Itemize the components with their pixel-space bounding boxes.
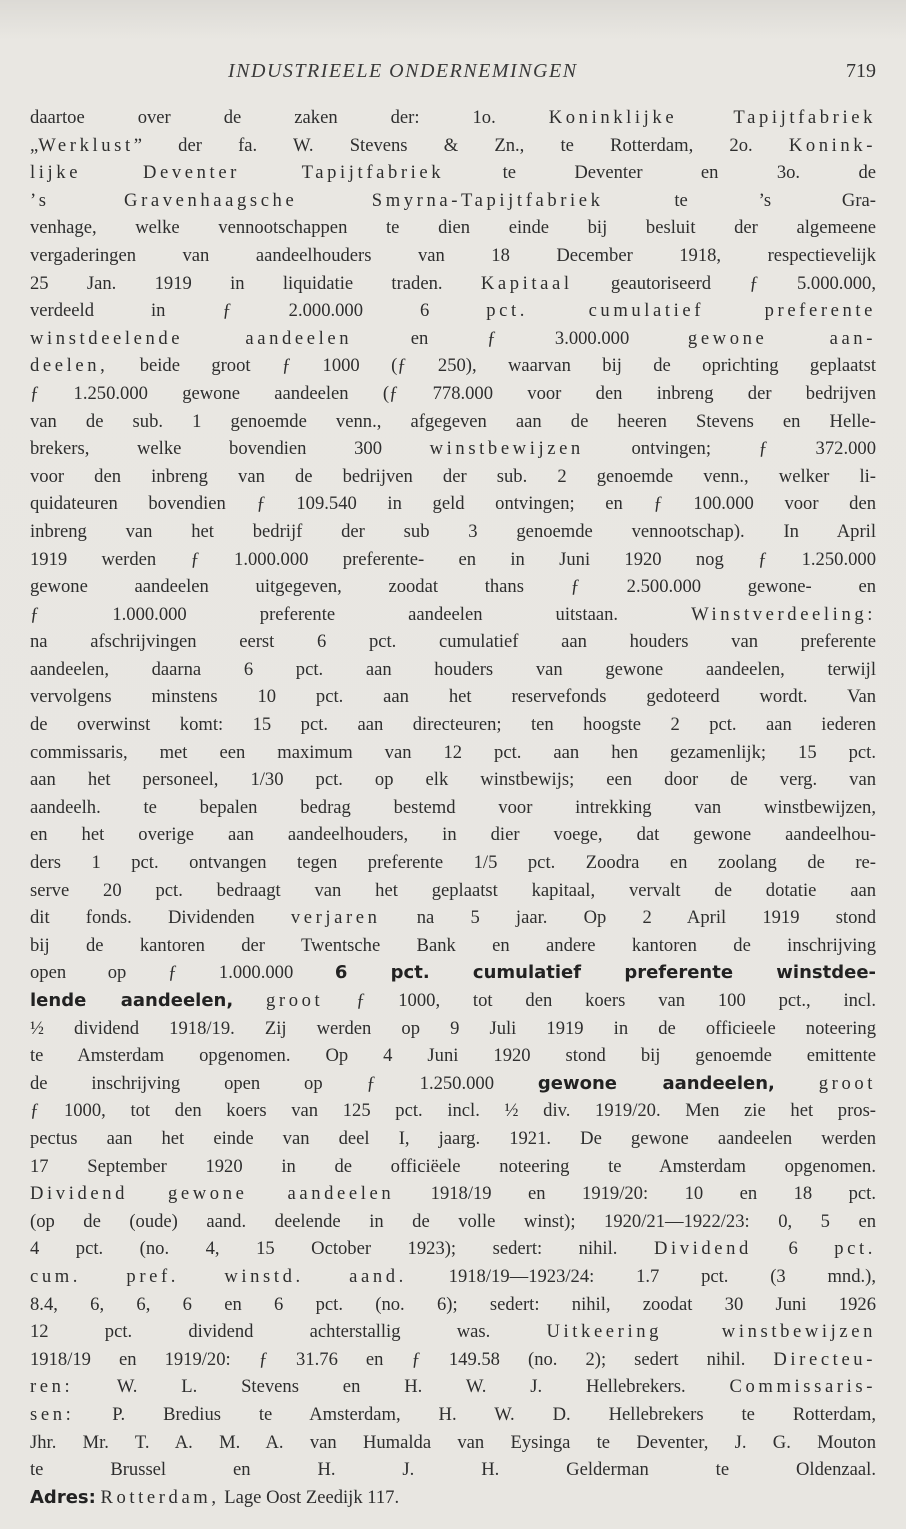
text-line — [30, 132, 876, 160]
spaced-text: cum. pref. winstd. aand. — [30, 1265, 407, 1287]
text-line — [30, 877, 876, 905]
text-run: ƒ 1000, tot den koers van 125 pct. incl. ½ div. 1919/20. Men zie het pros- — [30, 1100, 876, 1122]
spaced-text: Commissaris- — [729, 1376, 876, 1398]
text-run: serve 20 pct. bedraagt van het geplaatst kapitaal, vervalt de dotatie aan — [30, 879, 876, 901]
spaced-text: verjaren — [290, 907, 381, 929]
text-run: te Brussel en H. J. H. Gelderman te Oldenzaal. — [30, 1459, 876, 1481]
text-run: 25 Jan. 1919 in liquidatie traden. — [30, 272, 481, 294]
text-line — [30, 1208, 876, 1236]
text-run: (op de (oude) aand. deelende in de volle winst); 1920/21—1922/23: 0, 5 en — [30, 1210, 876, 1232]
spaced-text: lijke Deventer Tapijtfabriek — [30, 162, 445, 184]
text-line — [30, 711, 876, 739]
text-line — [30, 214, 876, 242]
text-run: na afschrijvingen eerst 6 pct. cumulatief aan houders van preferente — [30, 631, 876, 653]
text-line — [30, 683, 876, 711]
text-run: te ’s Gra- — [603, 189, 876, 211]
spaced-text: Directeu- — [773, 1348, 876, 1370]
text-line — [30, 601, 876, 629]
body-text — [30, 104, 876, 1511]
text-line — [30, 1097, 876, 1125]
text-line — [30, 1456, 876, 1484]
text-run — [775, 1073, 819, 1094]
text-line — [30, 518, 876, 546]
text-line — [30, 959, 876, 987]
spaced-text: Kapitaal — [480, 272, 573, 294]
text-run: na 5 jaar. Op 2 April 1919 stond — [380, 907, 876, 929]
text-line — [30, 794, 876, 822]
text-line — [30, 242, 876, 270]
spaced-text: pct. cumulatief preferente — [486, 300, 876, 322]
text-line — [30, 987, 876, 1015]
text-run: daartoe over de zaken der: 1o. — [30, 107, 549, 128]
text-line — [30, 849, 876, 877]
text-run: 1918/19 en 1919/20: 10 en 18 pct. — [394, 1183, 876, 1205]
text-run: ” der fa. W. Stevens & Zn., te Rotterdam, 2o. — [133, 134, 789, 156]
spaced-text: groot — [818, 1072, 876, 1094]
text-run: de inschrijving open op ƒ 1.250.000 — [30, 1072, 538, 1094]
text-line — [30, 187, 876, 215]
spaced-text: Uitkeering winstbewijzen — [546, 1321, 876, 1343]
text-line — [30, 766, 876, 794]
text-line — [30, 408, 876, 436]
text-run: aandeelh. te bepalen bedrag bestemd voor intrekking van winstbewijzen, — [30, 796, 876, 818]
spaced-text: gewone aan- — [687, 327, 876, 349]
text-run: ƒ 1000, tot den koers van 100 pct., incl. — [323, 990, 876, 1011]
text-line — [30, 435, 876, 463]
text-run: Lage Oost Zeedijk 117. — [219, 1486, 400, 1508]
spaced-text: winstdeelende aandeelen — [30, 327, 353, 349]
running-title: INDUSTRIEELE ONDERNEMINGEN — [228, 60, 578, 82]
text-run: open op ƒ 1.000.000 — [30, 962, 335, 984]
text-run: de overwinst komt: 15 pct. aan directeuren; ten hoogste 2 pct. aan iederen — [30, 714, 876, 736]
text-line — [30, 1373, 876, 1401]
text-run: voor den inbreng van de bedrijven der sub. 2 genoemde venn., welker li- — [30, 465, 876, 487]
text-line — [30, 1042, 876, 1070]
text-run: inbreng van het bedrijf der sub 3 genoemde vennootschap). In April — [30, 520, 876, 542]
text-line — [30, 159, 876, 187]
text-run: van de sub. 1 genoemde venn., afgegeven aan de heeren Stevens en Helle- — [30, 410, 876, 432]
text-line — [30, 656, 876, 684]
text-run: venhage, welke vennootschappen te dien einde bij besluit der algemeene — [30, 217, 876, 239]
text-run: 17 September 1920 in de officiëele noteering te Amsterdam opgenomen. — [30, 1155, 876, 1177]
text-run: vervolgens minstens 10 pct. aan het reservefonds gedoteerd wordt. Van — [30, 686, 876, 708]
text-run: commissaris, met een maximum van 12 pct. aan hen gezamenlijk; 15 pct. — [30, 741, 876, 763]
text-run: gewone aandeelen uitgegeven, zoodat thans ƒ 2.500.000 gewone- en — [30, 576, 876, 598]
bold-text: gewone aandeelen, — [537, 1072, 775, 1094]
text-line — [30, 1263, 876, 1291]
text-run: ontvingen; ƒ 372.000 — [583, 438, 876, 460]
text-line — [30, 325, 876, 353]
text-line — [30, 1429, 876, 1457]
text-line — [30, 1015, 876, 1043]
text-line — [30, 380, 876, 408]
bold-text: 6 pct. cumulatief preferente winstdee- — [334, 962, 876, 984]
text-run: ½ dividend 1918/19. Zij werden op 9 Juli 1919 in de officieele noteering — [30, 1017, 876, 1039]
text-line — [30, 573, 876, 601]
text-run: 12 pct. dividend achterstallig was. — [30, 1321, 547, 1343]
text-line — [30, 739, 876, 767]
page-header — [0, 60, 906, 90]
text-line — [30, 1318, 876, 1346]
spaced-text: groot — [266, 990, 324, 1011]
text-run: dit fonds. Dividenden — [30, 907, 291, 929]
text-run: en ƒ 3.000.000 — [352, 327, 688, 349]
text-line — [30, 932, 876, 960]
page-number: 719 — [846, 60, 876, 82]
text-run: ders 1 pct. ontvangen tegen preferente 1/5 pct. Zoodra en zoolang de re- — [30, 852, 876, 874]
text-run: quidateuren bovendien ƒ 109.540 in geld ontvingen; en ƒ 100.000 voor den — [30, 493, 876, 515]
spaced-text: deelen, — [30, 355, 109, 377]
text-run: te Deventer en 3o. de — [444, 162, 876, 184]
text-line — [30, 628, 876, 656]
text-run: bij de kantoren der Twentsche Bank en andere kantoren de inschrijving — [30, 934, 876, 956]
spaced-text: sen: — [30, 1403, 75, 1425]
spaced-text: ren: — [30, 1376, 74, 1398]
text-run — [233, 990, 266, 1011]
text-line — [30, 297, 876, 325]
text-run: brekers, welke bovendien 300 — [30, 438, 430, 460]
text-line — [30, 352, 876, 380]
text-line — [30, 1484, 876, 1512]
text-line — [30, 821, 876, 849]
text-run: ƒ 1.000.000 preferente aandeelen uitstaan. — [30, 603, 692, 625]
spaced-text: Dividend — [653, 1238, 752, 1260]
text-line — [30, 1070, 876, 1098]
text-run: en het overige aan aandeelhouders, in dier voege, dat gewone aandeelhou- — [30, 824, 876, 846]
text-line — [30, 1235, 876, 1263]
spaced-text: Rotterdam, — [100, 1486, 220, 1508]
text-run: beide groot ƒ 1000 (ƒ 250), waarvan bij de oprichting geplaatst — [108, 355, 876, 377]
text-line — [30, 1346, 876, 1374]
spaced-text: Dividend gewone aandeelen — [30, 1183, 395, 1205]
spaced-text: Konink- — [788, 134, 876, 156]
text-run: verdeeld in ƒ 2.000.000 6 — [30, 300, 487, 322]
text-run: 1918/19 en 1919/20: ƒ 31.76 en ƒ 149.58 (no. 2); sedert nihil. — [30, 1348, 774, 1370]
text-line — [30, 270, 876, 298]
text-line — [30, 1401, 876, 1429]
text-run: 1919 werden ƒ 1.000.000 preferente- en in Juni 1920 nog ƒ 1.250.000 — [30, 548, 876, 570]
text-run: vergaderingen van aandeelhouders van 18 December 1918, respectievelijk — [30, 244, 876, 266]
text-run: W. L. Stevens en H. W. J. Hellebrekers. — [73, 1376, 730, 1398]
text-line — [30, 1153, 876, 1181]
text-line — [30, 1180, 876, 1208]
text-run: 1918/19—1923/24: 1.7 pct. (3 mnd.), — [406, 1265, 876, 1287]
text-run: 6 — [751, 1238, 835, 1260]
text-run: P. Bredius te Amsterdam, H. W. D. Hellebrekers te Rotterdam, — [74, 1403, 876, 1425]
text-run: Jhr. Mr. T. A. M. A. van Humalda van Eysinga te Deventer, J. G. Mouton — [30, 1431, 876, 1453]
text-run: 4 pct. (no. 4, 15 October 1923); sedert: nihil. — [30, 1238, 654, 1260]
spaced-text: winstbewijzen — [429, 438, 584, 460]
text-line — [30, 1125, 876, 1153]
spaced-text: pct. — [834, 1238, 876, 1260]
spaced-text: ’s Gravenhaagsche Smyrna-Tapijtfabriek — [30, 189, 604, 211]
text-line — [30, 104, 876, 132]
text-line — [30, 546, 876, 574]
text-line — [30, 463, 876, 491]
text-run: 8.4, 6, 6, 6 en 6 pct. (no. 6); sedert: nihil, zoodat 30 Juni 1926 — [30, 1293, 876, 1315]
text-line — [30, 490, 876, 518]
text-run: „ — [30, 134, 39, 156]
text-line — [30, 904, 876, 932]
text-run: ƒ 1.250.000 gewone aandeelen (ƒ 778.000 voor den inbreng der bedrijven — [30, 382, 876, 404]
spaced-text: Winstverdeeling: — [691, 603, 876, 625]
text-line — [30, 1291, 876, 1319]
spaced-text: Werklust — [38, 134, 134, 156]
text-run: aandeelen, daarna 6 pct. aan houders van gewone aandeelen, terwijl — [30, 658, 876, 680]
bold-text: lende aandeelen, — [30, 990, 234, 1011]
spaced-text: Koninklijke Tapijtfabriek — [548, 107, 876, 128]
text-run: te Amsterdam opgenomen. Op 4 Juni 1920 stond bij genoemde emittente — [30, 1045, 876, 1067]
text-run: pectus aan het einde van deel I, jaarg. 1921. De gewone aandeelen werden — [30, 1127, 876, 1149]
bold-text: Adres: — [30, 1486, 96, 1508]
text-run: geautoriseerd ƒ 5.000.000, — [572, 272, 876, 294]
text-run: aan het personeel, 1/30 pct. op elk winstbewijs; een door de verg. van — [30, 769, 876, 791]
